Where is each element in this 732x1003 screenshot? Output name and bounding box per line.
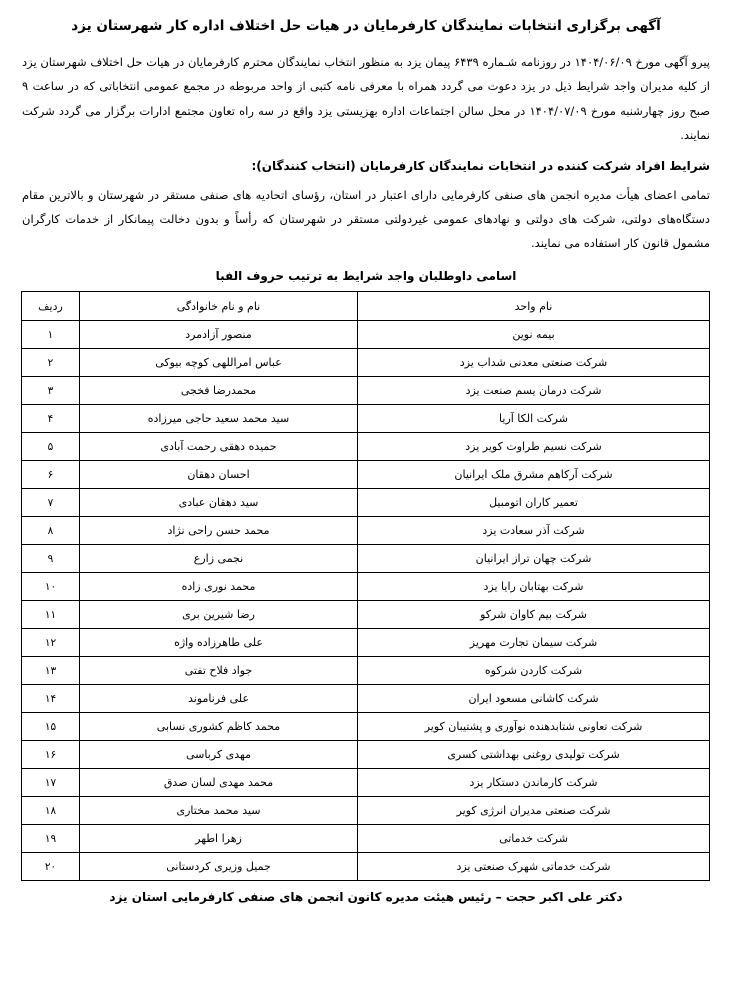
signature-line: دکتر علی اکبر حجت – رئیس هیئت مدیره کانون انجمن های صنفی کارفرمایی استان یزد [109, 890, 623, 905]
cell-row-no: ۹ [22, 545, 80, 573]
cell-unit: شرکت بیم کاوان شرکو [358, 601, 710, 629]
table-row [22, 601, 710, 629]
cell-unit: شرکت خدماتی [358, 825, 710, 853]
cell-name: علی فرناموند [80, 685, 358, 713]
cell-unit: شرکت چهان تراز ایرانیان [358, 545, 710, 573]
intro-paragraph: پیرو آگهی مورخ ۱۴۰۴/۰۶/۰۹ در روزنامه شـماره ۶۴۳۹ پیمان یزد به منظور انتخاب نمایندگان محترم کارفرمایان در هیات حل اختلاف شهرستان یزد از کلیه مدیران واجد شرایط ذیل در یزد دعوت می گردد همراه با معرفی نامه کتبی از واحد مربوطه در مجمع عمومی انتخاباتی که در ساعت ۹ صبح روز چهارشنبه مورخ ۱۴۰۴/۰۷/۰۹ در محل سالن اجتماعات اداره بهزیستی یزد واقع در سه راه تعاون مجتمع ادارات برگزار می گردد شرکت نمایند. [22, 55, 710, 142]
cell-unit: شرکت تولیدی روغنی بهداشتی کسری [358, 741, 710, 769]
cell-name: رضا شیرین بری [80, 601, 358, 629]
cell-name: محمدرضا فخجی [80, 377, 358, 405]
cell-unit: شرکت نسیم طراوت کویر یزد [358, 433, 710, 461]
table-row [22, 741, 710, 769]
page-title: آگهی برگزاری انتخابات نمایندگان کارفرمایان در هیات حل اختلاف اداره کار شهرستان یزد [71, 18, 661, 34]
cell-name: محمد کاظم کشوری نسابی [80, 713, 358, 741]
cell-row-no: ۶ [22, 461, 80, 489]
cell-row-no: ۱۳ [22, 657, 80, 685]
table-caption: اسامی داوطلبان واجد شرایط به ترتیب حروف الفبا [215, 269, 517, 284]
column-header-row-no: ردیف [22, 292, 80, 321]
cell-name: مهدی کرباسی [80, 741, 358, 769]
table-row [22, 461, 710, 489]
cell-name: زهرا اطهر [80, 825, 358, 853]
cell-unit: شرکت صنعتی معدنی شداب یزد [358, 349, 710, 377]
cell-row-no: ۱۰ [22, 573, 80, 601]
cell-name: حمیده دهقی رحمت آبادی [80, 433, 358, 461]
table-row [22, 489, 710, 517]
cell-row-no: ۲ [22, 349, 80, 377]
cell-row-no: ۱ [22, 321, 80, 349]
cell-row-no: ۵ [22, 433, 80, 461]
table-row [22, 321, 710, 349]
cell-name: عباس امراللهی کوچه بیوکی [80, 349, 358, 377]
table-row [22, 545, 710, 573]
cell-unit: شرکت آرکاهم مشرق ملک ایرانیان [358, 461, 710, 489]
cell-row-no: ۷ [22, 489, 80, 517]
candidates-table-body [22, 321, 710, 881]
cell-unit: شرکت خدماتی شهرک صنعتی یزد [358, 853, 710, 881]
table-row [22, 377, 710, 405]
cell-unit: شرکت صنعتی مدیران انرژی کویر [358, 797, 710, 825]
cell-unit: شرکت بهتابان رایا یزد [358, 573, 710, 601]
cell-name: علی طاهرزاده واژه [80, 629, 358, 657]
table-row [22, 685, 710, 713]
cell-unit: شرکت تعاونی شتابدهنده نوآوری و پشتیبان کویر [358, 713, 710, 741]
table-row [22, 825, 710, 853]
table-row [22, 629, 710, 657]
candidates-table [21, 291, 710, 881]
cell-row-no: ۲۰ [22, 853, 80, 881]
cell-unit: بیمه نوین [358, 321, 710, 349]
cell-name: سید دهقان عبادی [80, 489, 358, 517]
cell-unit: شرکت کارماندن دستکار یزد [358, 769, 710, 797]
table-row [22, 769, 710, 797]
cell-row-no: ۱۶ [22, 741, 80, 769]
cell-name: محمد نوری زاده [80, 573, 358, 601]
cell-name: سید محمد سعید حاجی میرزاده [80, 405, 358, 433]
table-row [22, 433, 710, 461]
cell-name: جواد فلاح تفتی [80, 657, 358, 685]
cell-name: محمد حسن راحی نژاد [80, 517, 358, 545]
eligibility-paragraph: تمامی اعضای هیأت مدیره انجمن های صنفی کارفرمایی دارای اعتبار در استان، رؤسای اتحادیه های صنفی مستقر در شهرستان و بالاترین مقام دستگاه‌های دولتی، شرکت های دولتی و نهادهای عمومی غیردولتی مستقر در شهرستان که رأساً و بدون دخالت پیمانکار از خدمات کارگران مشمول قانون کار استفاده می نمایند. [22, 187, 710, 251]
cell-unit: شرکت کاشانی مسعود ایران [358, 685, 710, 713]
cell-name: محمد مهدی لسان صدق [80, 769, 358, 797]
table-header-row [22, 292, 710, 321]
cell-name: نجمی زارع [80, 545, 358, 573]
column-header-name: نام و نام خانوادگی [80, 292, 358, 321]
table-row [22, 657, 710, 685]
cell-name: احسان دهقان [80, 461, 358, 489]
cell-row-no: ۴ [22, 405, 80, 433]
cell-row-no: ۱۸ [22, 797, 80, 825]
cell-unit: شرکت آذر سعادت یزد [358, 517, 710, 545]
cell-row-no: ۱۴ [22, 685, 80, 713]
column-header-unit: نام واحد [358, 292, 710, 321]
table-row [22, 853, 710, 881]
table-row [22, 405, 710, 433]
table-row [22, 713, 710, 741]
cell-row-no: ۱۹ [22, 825, 80, 853]
cell-unit: شرکت کاردن شرکوه [358, 657, 710, 685]
cell-unit: تعمیر کاران اتومبیل [358, 489, 710, 517]
cell-name: سید محمد مختاری [80, 797, 358, 825]
eligibility-heading: شرایط افراد شرکت کننده در انتخابات نمایندگان کارفرمایان (انتخاب کنندگان): [251, 158, 710, 173]
cell-unit: شرکت الکا آریا [358, 405, 710, 433]
table-row [22, 517, 710, 545]
cell-row-no: ۸ [22, 517, 80, 545]
table-row [22, 573, 710, 601]
cell-unit: شرکت سیمان تجارت مهریز [358, 629, 710, 657]
table-row [22, 349, 710, 377]
table-row [22, 797, 710, 825]
cell-name: منصور آزادمرد [80, 321, 358, 349]
cell-row-no: ۱۵ [22, 713, 80, 741]
cell-row-no: ۱۷ [22, 769, 80, 797]
cell-unit: شرکت درمان یسم صنعت یزد [358, 377, 710, 405]
cell-row-no: ۳ [22, 377, 80, 405]
cell-name: جمیل وزیری کردستانی [80, 853, 358, 881]
cell-row-no: ۱۱ [22, 601, 80, 629]
cell-row-no: ۱۲ [22, 629, 80, 657]
